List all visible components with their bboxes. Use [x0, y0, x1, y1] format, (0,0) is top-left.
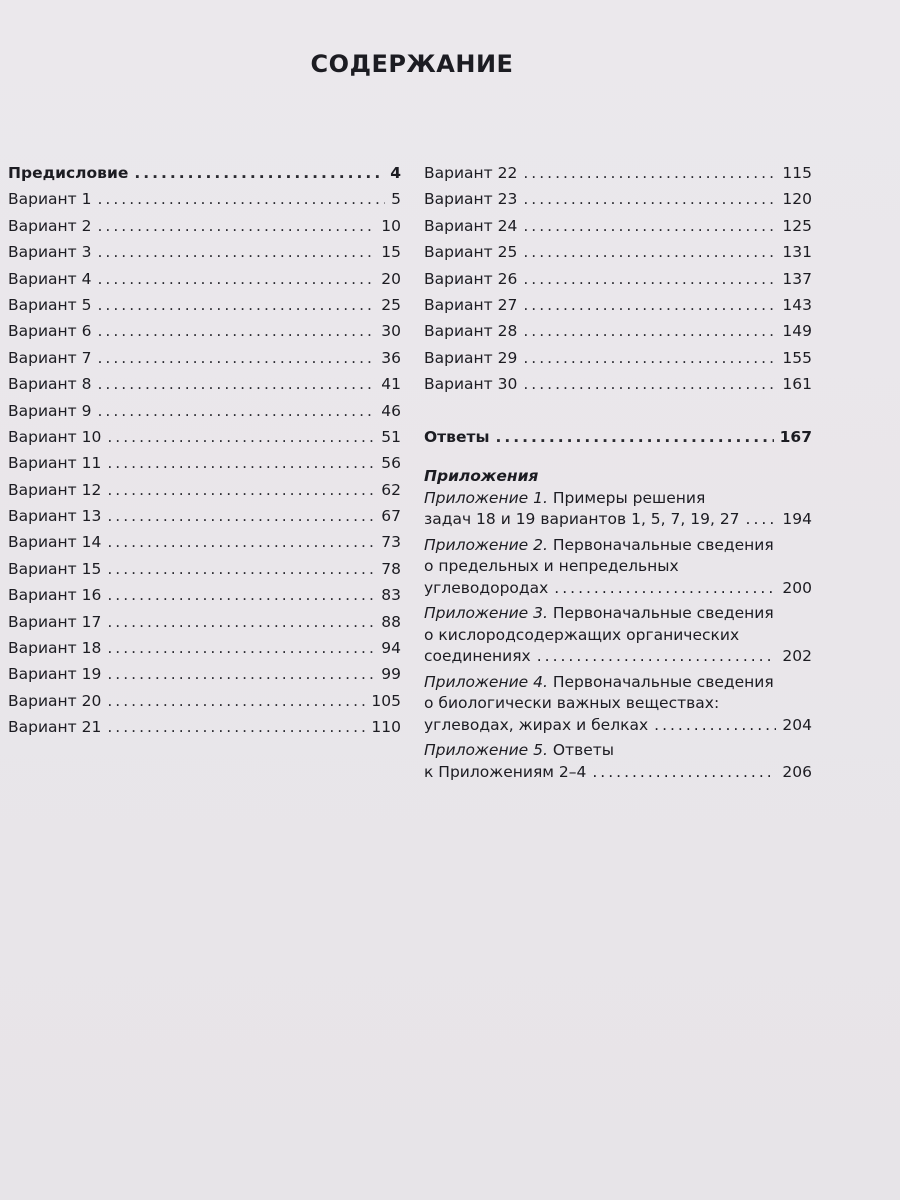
leader-dots [98, 243, 376, 261]
leader-dots [523, 349, 776, 367]
toc-entry[interactable] [8, 428, 401, 454]
toc-entry-label: Вариант 21 [8, 718, 102, 737]
toc-entry[interactable] [424, 349, 812, 375]
toc-entry[interactable] [8, 665, 401, 691]
toc-entry[interactable] [8, 639, 401, 665]
appendix-title-end: задач 18 и 19 вариантов 1, 5, 7, 19, 27 [424, 510, 740, 529]
toc-entry-label: Вариант 15 [8, 559, 102, 578]
toc-entry-page: 125 [782, 216, 812, 235]
leader-dots [98, 270, 376, 288]
toc-entry[interactable] [8, 507, 401, 533]
leader-dots [107, 639, 375, 657]
leader-dots [107, 613, 375, 631]
appendix-last-line [424, 646, 812, 668]
toc-entry-label: Вариант 25 [424, 243, 518, 262]
toc-entry-page: 30 [381, 322, 401, 341]
toc-entry-label: Вариант 11 [8, 454, 102, 473]
appendix-title-line [424, 740, 812, 762]
toc-entry-label: Ответы [424, 427, 490, 446]
toc-entry[interactable] [8, 270, 401, 296]
toc-entry[interactable] [424, 322, 812, 348]
appendix-title-continuation: о биологически важных веществах: [424, 694, 720, 713]
appendix-heading: Приложения [424, 466, 539, 485]
appendix-name: Приложение 2. [424, 535, 548, 554]
appendix-page: 194 [782, 510, 812, 529]
appendix-last-line [424, 762, 812, 784]
leader-dots [523, 217, 776, 235]
toc-entry-answers[interactable] [424, 428, 812, 454]
appendix-name: Приложение 3. [424, 604, 548, 623]
toc-right-column [424, 164, 812, 787]
toc-entry-page: 4 [390, 164, 401, 182]
toc-entry-page: 149 [782, 322, 812, 341]
toc-entry-label: Вариант 19 [8, 665, 102, 684]
appendix-title: Примеры решения [552, 488, 706, 507]
toc-entry-label: Предисловие [8, 164, 129, 182]
leader-dots [134, 164, 384, 182]
appendix-title: Первоначальные сведения [552, 604, 774, 623]
toc-entry-page: 25 [381, 295, 401, 314]
page-title: СОДЕРЖАНИЕ [310, 50, 514, 78]
toc-entry-label: Вариант 10 [8, 427, 102, 446]
toc-entry[interactable] [8, 481, 401, 507]
leader-dots [654, 715, 776, 737]
toc-entry-label: Вариант 28 [424, 322, 518, 341]
toc-entry-label: Вариант 30 [424, 375, 518, 394]
leader-dots [107, 507, 375, 525]
toc-entry-label: Вариант 24 [424, 216, 518, 235]
toc-entry-label: Вариант 18 [8, 639, 102, 658]
toc-entry[interactable] [8, 533, 401, 559]
leader-dots [107, 560, 375, 578]
appendix-title-line [424, 488, 812, 510]
toc-entry[interactable] [8, 613, 401, 639]
toc-entry-page: 73 [381, 533, 401, 552]
leader-dots [495, 428, 773, 446]
appendix-page: 202 [782, 647, 812, 666]
toc-entry[interactable] [424, 375, 812, 401]
toc-entry[interactable] [8, 190, 401, 216]
toc-entry-label: Вариант 9 [8, 401, 92, 420]
toc-entry[interactable] [8, 402, 401, 428]
leader-dots [523, 322, 776, 340]
toc-entry-label: Вариант 8 [8, 375, 92, 394]
appendix-last-line [424, 578, 812, 600]
toc-entry-page: 88 [381, 612, 401, 631]
leader-dots [98, 296, 376, 314]
appendix-page: 206 [782, 762, 812, 781]
appendix-page: 200 [782, 578, 812, 597]
toc-entry-label: Вариант 20 [8, 691, 102, 710]
toc-left-column [8, 164, 401, 745]
leader-dots [523, 190, 776, 208]
appendix-name: Приложение 4. [424, 672, 548, 691]
toc-entry-page: 143 [782, 295, 812, 314]
toc-entry-page: 10 [381, 216, 401, 235]
leader-dots [98, 190, 386, 208]
toc-entry-label: Вариант 27 [424, 295, 518, 314]
toc-entry-label: Вариант 17 [8, 612, 102, 631]
toc-entry-label: Вариант 14 [8, 533, 102, 552]
leader-dots [592, 762, 776, 784]
toc-entry-label: Вариант 13 [8, 507, 102, 526]
toc-entry-page: 46 [381, 401, 401, 420]
leader-dots [107, 692, 365, 710]
toc-entry-page: 15 [381, 243, 401, 262]
toc-entry-label: Вариант 26 [424, 269, 518, 288]
toc-entry-page: 155 [782, 348, 812, 367]
leader-dots [107, 481, 375, 499]
appendix-page: 204 [782, 715, 812, 734]
appendix-last-line [424, 715, 812, 737]
toc-entry-page: 161 [782, 375, 812, 394]
leader-dots [537, 646, 777, 668]
toc-entry-page: 20 [381, 269, 401, 288]
appendix-title-line [424, 672, 812, 694]
leader-dots [98, 375, 376, 393]
toc-entry-label: Вариант 12 [8, 480, 102, 499]
appendix-entry[interactable] [424, 740, 812, 783]
leader-dots [98, 217, 376, 235]
appendix-title-end: к Приложениям 2–4 [424, 762, 587, 781]
leader-dots [98, 322, 376, 340]
toc-entry[interactable] [8, 349, 401, 375]
toc-entry-page: 83 [381, 586, 401, 605]
appendix-entry[interactable] [424, 535, 812, 600]
toc-entry-label: Вариант 7 [8, 348, 92, 367]
toc-entry[interactable] [424, 190, 812, 216]
toc-entry-label: Вариант 5 [8, 295, 92, 314]
toc-entry[interactable] [424, 217, 812, 243]
toc-entry[interactable] [8, 586, 401, 612]
toc-entry-page: 56 [381, 454, 401, 473]
leader-dots [107, 428, 375, 446]
toc-entry-page: 131 [782, 243, 812, 262]
leader-dots [523, 164, 776, 182]
leader-dots [107, 454, 375, 472]
leader-dots [107, 586, 375, 604]
toc-entry-page: 78 [381, 559, 401, 578]
toc-entry-page: 94 [381, 639, 401, 658]
toc-entry[interactable] [424, 270, 812, 296]
toc-entry-page: 167 [779, 427, 812, 446]
appendix-title-end: углеводородах [424, 578, 549, 597]
toc-entry-page: 110 [371, 718, 401, 737]
toc-entry-label: Вариант 23 [424, 190, 518, 209]
toc-entry-label: Вариант 22 [424, 164, 518, 182]
appendix-title: Ответы [552, 741, 615, 760]
appendix-title-line [424, 535, 812, 557]
toc-entry[interactable] [8, 375, 401, 401]
appendix-last-line [424, 509, 812, 531]
toc-entry[interactable] [8, 243, 401, 269]
toc-entry[interactable] [8, 692, 401, 718]
appendix-entry[interactable] [424, 603, 812, 668]
leader-dots [523, 270, 776, 288]
toc-entry-label: Вариант 16 [8, 586, 102, 605]
toc-entry-page: 5 [391, 190, 401, 209]
toc-entry-label: Вариант 6 [8, 322, 92, 341]
leader-dots [107, 718, 365, 736]
leader-dots [107, 665, 375, 683]
toc-entry-page: 67 [381, 507, 401, 526]
toc-entry[interactable] [8, 560, 401, 586]
toc-entry-label: Вариант 3 [8, 243, 92, 262]
toc-entry-label: Вариант 2 [8, 216, 92, 235]
toc-entry-page: 105 [371, 691, 401, 710]
appendix-title-end: соединениях [424, 647, 531, 666]
toc-entry-page: 120 [782, 190, 812, 209]
appendix-entry[interactable] [424, 672, 812, 737]
appendix-title: Первоначальные сведения [552, 535, 774, 554]
toc-entry[interactable] [8, 454, 401, 480]
toc-entry-page: 51 [381, 427, 401, 446]
appendix-title: Первоначальные сведения [552, 672, 774, 691]
appendix-title-line [424, 603, 812, 625]
toc-entry-label: Вариант 4 [8, 269, 92, 288]
appendix-entry[interactable] [424, 488, 812, 531]
toc-entry-page: 137 [782, 269, 812, 288]
toc-entry-page: 62 [381, 480, 401, 499]
appendix-title-continuation: о предельных и непредельных [424, 557, 679, 576]
toc-entry-label: Вариант 1 [8, 190, 92, 209]
leader-dots [98, 349, 376, 367]
toc-entry-label: Вариант 29 [424, 348, 518, 367]
leader-dots [554, 578, 776, 600]
appendix-title-end: углеводах, жирах и белках [424, 715, 649, 734]
toc-entry-page: 41 [381, 375, 401, 394]
leader-dots [523, 296, 776, 314]
toc-entry[interactable] [8, 164, 401, 190]
toc-entry[interactable] [424, 243, 812, 269]
toc-entry[interactable] [8, 718, 401, 744]
leader-dots [523, 375, 776, 393]
leader-dots [523, 243, 776, 261]
toc-entry[interactable] [8, 217, 401, 243]
appendix-title-continuation: о кислородсодержащих органических [424, 625, 740, 644]
appendix-list [424, 488, 812, 784]
toc-entry[interactable] [424, 296, 812, 322]
toc-entry[interactable] [8, 322, 401, 348]
appendix-name: Приложение 1. [424, 488, 548, 507]
leader-dots [98, 402, 376, 420]
toc-entry[interactable] [8, 296, 401, 322]
leader-dots [107, 533, 375, 551]
toc-entry-page: 99 [381, 665, 401, 684]
toc-entry[interactable] [424, 164, 812, 190]
toc-entry-page: 36 [381, 348, 401, 367]
toc-entry-page: 115 [782, 164, 812, 182]
appendix-name: Приложение 5. [424, 741, 548, 760]
leader-dots [746, 509, 777, 531]
